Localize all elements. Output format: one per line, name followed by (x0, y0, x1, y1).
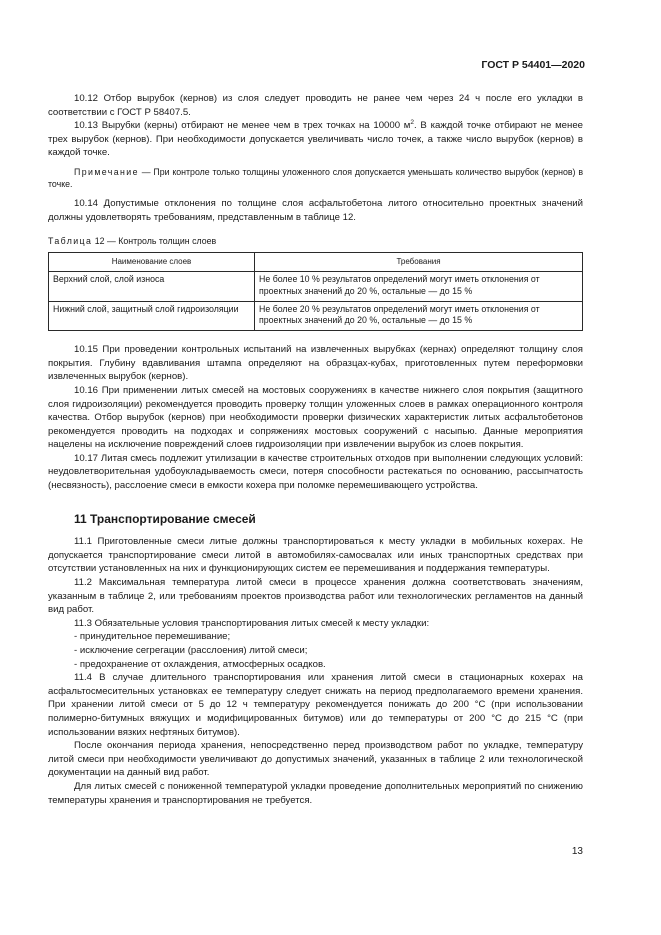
table-caption-label: Таблица (48, 236, 93, 247)
table-caption (48, 235, 583, 247)
page-number: 13 (571, 846, 583, 857)
list-item: - исключение сегрегации (расслоения) литой смеси; (74, 645, 308, 657)
paragraph-10-12: 10.12 Отбор вырубок (кернов) из слоя следует проводить не ранее чем через 24 ч после его укладки в соответствии с ГОСТ Р 58407.5. (48, 93, 583, 118)
note-label: Примечание (74, 166, 139, 177)
list-item: - предохранение от охлаждения, атмосферных осадков. (74, 658, 326, 670)
list-item: - принудительное перемешивание; (74, 631, 231, 643)
paragraph-11-1: 11.1 Приготовленные смеси литые должны транспортироваться к месту укладки в мобильных кохерах. Не допускается транспортирование смеси литой в автомобилях-самосвалах или иных транспортных средствах при отсутствии установленных на них и функционирующих систем ее перемешивания и поддержания температуры. (48, 536, 583, 575)
table-header-row (49, 253, 583, 272)
note (48, 166, 583, 191)
table-header-requirements: Требования (255, 253, 583, 272)
paragraph-11-4: 11.4 В случае длительного транспортирования или хранения литой смеси в стационарных кохерах на асфальтосмесительных установках ее температуру следует снижать на период предполагаемого времени хранения. При хранении литой смеси от 5 до 12 ч температуру рекомендуется понижать до 200 °C (при использовании полимерно-битумных вяжущих и модифицированных битумов) или до температуры от 200 °C до 215 °C (при использовании вязких нефтяных битумов). (48, 672, 583, 738)
table-cell-requirement: Не более 20 % результатов определений могут иметь отклонения от проектных значений до 20 %, остальные — до 15 % (255, 301, 583, 331)
table-header-layers: Наименование слоев (49, 253, 255, 272)
table-row (49, 301, 583, 331)
paragraph-11-4-after-storage: После окончания периода хранения, непосредственно перед производством работ по укладке, температуру литой смеси при необходимости увеличивают до допустимых значений, указанных в таблице 2 или технологической документации на данный вид работ. (48, 740, 583, 779)
note-text: — При контроле только толщины уложенного слоя допускается уменьшать количество вырубок (кернов) в точке. (48, 166, 583, 190)
superscript-2: 2 (410, 119, 415, 126)
page-content (48, 92, 583, 807)
table-cell-requirement: Не более 10 % результатов определений могут иметь отклонения от проектных значений до 20 %, остальные — до 15 % (255, 271, 583, 301)
table-row (49, 271, 583, 301)
document-id: ГОСТ Р 54401—2020 (481, 59, 585, 71)
paragraph-10-13 (48, 119, 583, 160)
table-cell-layer: Верхний слой, слой износа (49, 271, 255, 301)
section-11-title: 11 Транспортирование смесей (74, 511, 256, 526)
paragraph-10-13-end: . В каждой точке отбирают не менее трех вырубок (кернов). При необходимости допускается увеличивать число точек, а также число вырубок (кернов) в каждой точке. (48, 120, 583, 159)
paragraph-10-16: 10.16 При применении литых смесей на мостовых сооружениях в качестве нижнего слоя покрытия (защитного слоя гидроизоляции) рекомендуется проводить проверку толщин уложенных слоев в рамках операционного контроля качества. Отбор вырубок (кернов) при необходимости проверки физических характеристик литых асфальтобетонов рекомендуется проводить на подходах и сопряжениях мостовых сооружений с насыпью. Данные мероприятия нацелены на исключение повреждений слоев гидроизоляции при извлечении вырубок из слоев покрытия. (48, 384, 583, 451)
table-12 (48, 252, 583, 331)
paragraph-11-4-low-temp: Для литых смесей с пониженной температурой укладки проведение дополнительных мероприятий по снижению температуры хранения и транспортирования не требуется. (48, 780, 583, 806)
paragraph-10-15: 10.15 При проведении контрольных испытаний на извлеченных вырубках (кернах) определяют толщину слоя покрытия. Глубину вдавливания штампа определяют на образцах-кубах, приготовленных путем переформовки извлеченных вырубок (кернов). (48, 344, 583, 383)
table-caption-text: 12 — Контроль толщин слоев (92, 236, 217, 247)
paragraph-10-17: 10.17 Литая смесь подлежит утилизации в качестве строительных отходов при выполнении следующих условий: неудовлетворительная удобоукладываемость смеси, потеря способности растекаться по основанию, рассыпчатость (несвязность), расслоение смеси в емкости кохера при поломке перемешивающего устройства. (48, 452, 583, 492)
paragraph-11-3: 11.3 Обязательные условия транспортирования литых смесей к месту укладки: (74, 617, 430, 629)
paragraph-10-14: 10.14 Допустимые отклонения по толщине слоя асфальтобетона литого относительно проектных значений должны удовлетворять требованиям, представленным в таблице 12. (48, 197, 583, 223)
paragraph-11-2: 11.2 Максимальная температура литой смеси в процессе хранения должна соответствовать значениям, указанным в таблице 2, или требованиям проектов производства работ или технологических регламентов на данный вид работ. (48, 577, 583, 616)
paragraph-10-13-start: 10.13 Вырубки (керны) отбирают не менее чем в трех точках на 10000 м (74, 120, 411, 132)
table-cell-layer: Нижний слой, защитный слой гидроизоляции (49, 301, 255, 331)
